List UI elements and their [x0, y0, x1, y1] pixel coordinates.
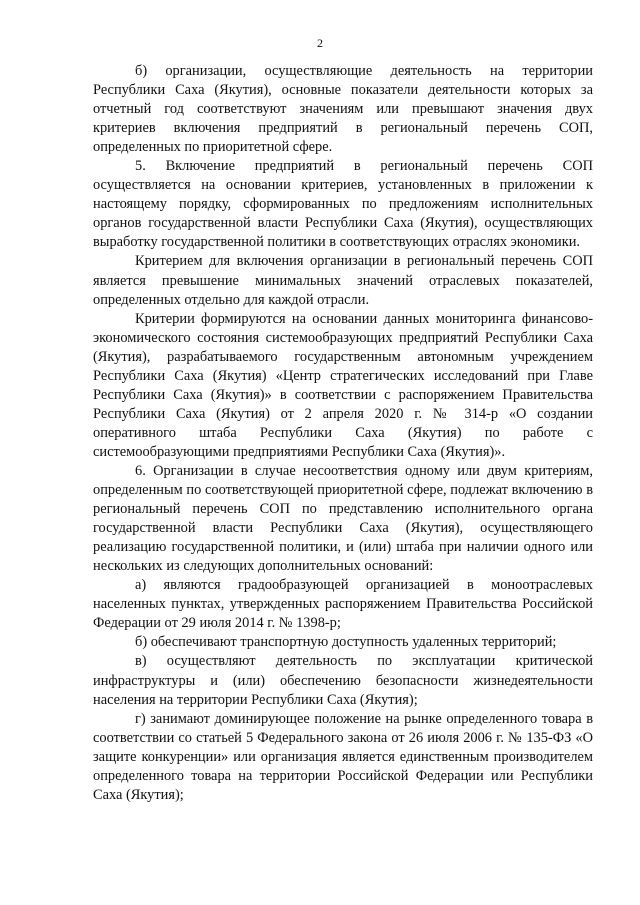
paragraph-criteria-formation: Критерии формируются на основании данных мониторинга финансово-экономического состояния системообразующих предприятий Республики Саха (Якутия), разрабатываемого государственным автономным учреждением Республики Саха (Якутия) «Центр стратегических исследований при Главе Республики Саха (Якутия)» в соответствии с распоряжением Правительства Республики Саха (Якутия) от 2 апреля 2020 г. № 314-р «О создании оперативного штаба Республики Саха (Якутия) по работе с системообразующими предприятиями Республики Саха (Якутия)».: [93, 310, 593, 460]
list-item-g: г) занимают доминирующее положение на рынке определенного товара в соответствии со статьей 5 Федерального закона от 26 июля 2006 г. № 135-ФЗ «О защите конкуренции» или организация является единственным производителем определенного товара на территории Российской Федерации или Республики Саха (Якутия);: [93, 710, 593, 803]
paragraph-6-organizations: 6. Организации в случае несоответствия одному или двум критериям, определенным по соответствующей приоритетной сфере, подлежат включению в региональный перечень СОП по представлению исполнительного органа государственной власти Республики Саха (Якутия), осуществляющего реализацию государственной политики, и (или) штаба при наличии одного или нескольких из следующих дополнительных оснований:: [93, 462, 593, 575]
page-number: 2: [317, 36, 323, 50]
document-body: [93, 62, 593, 805]
paragraph-5-inclusion: 5. Включение предприятий в региональный перечень СОП осуществляется на основании критериев, установленных в приложении к настоящему порядку, сформированных по предложениям исполнительных органов государственной власти Республики Саха (Якутия), осуществляющих выработку государственной политики в соответствующих отраслях экономики.: [93, 158, 593, 251]
list-item-v: в) осуществляют деятельность по эксплуатации критической инфраструктуры и (или) обеспечению безопасности жизнедеятельности населения на территории Республики Саха (Якутия);: [93, 653, 593, 708]
list-item-b: б) обеспечивают транспортную доступность удаленных территорий;: [135, 634, 557, 651]
paragraph-b-organizations: б) организации, осуществляющие деятельность на территории Республики Саха (Якутия), основные показатели деятельности которых за отчетный год соответствуют значениям или превышают значения двух критериев включения предприятий в региональный перечень СОП, определенных по приоритетной сфере.: [93, 63, 593, 156]
list-item-a: а) являются градообразующей организацией в моноотраслевых населенных пунктах, утвержденных распоряжением Правительства Российской Федерации от 29 июля 2014 г. № 1398-р;: [93, 577, 593, 632]
paragraph-criterion: Критерием для включения организации в региональный перечень СОП является превышение минимальных значений отраслевых показателей, определенных отдельно для каждой отрасли.: [93, 253, 593, 308]
